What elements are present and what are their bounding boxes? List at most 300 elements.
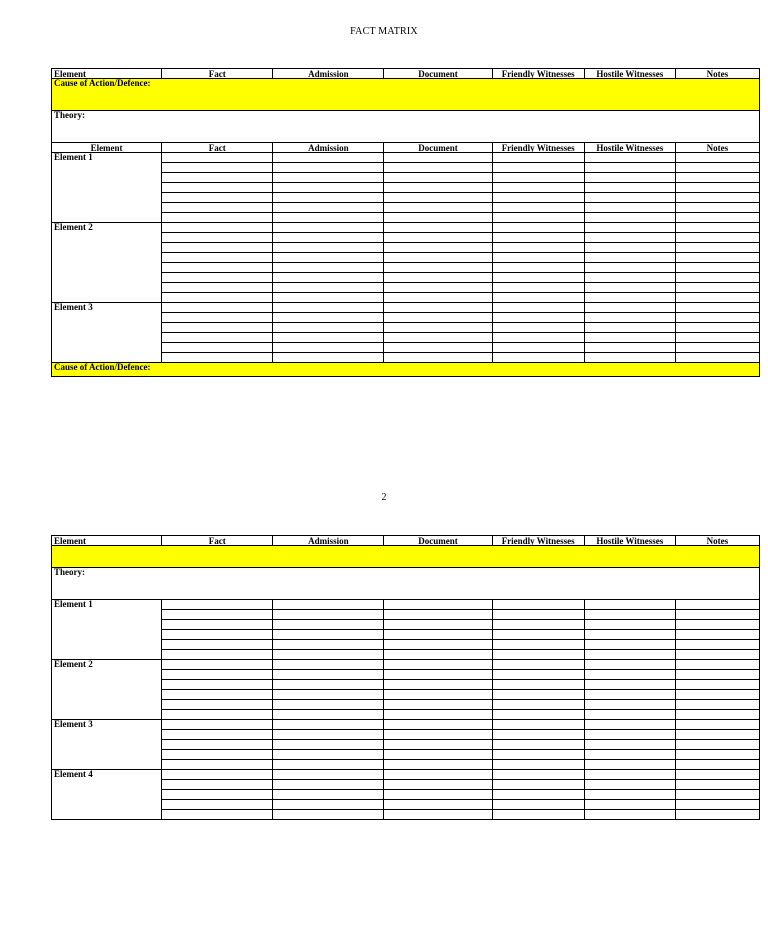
cell-hostile-witnesses[interactable] bbox=[584, 223, 675, 233]
cell-hostile-witnesses[interactable] bbox=[584, 710, 675, 720]
cell-friendly-witnesses[interactable] bbox=[492, 700, 584, 710]
cell-friendly-witnesses[interactable] bbox=[492, 213, 584, 223]
cell-friendly-witnesses[interactable] bbox=[492, 153, 584, 163]
cell-document[interactable] bbox=[384, 173, 492, 183]
cell-fact[interactable] bbox=[162, 183, 273, 193]
cell-notes[interactable] bbox=[675, 620, 759, 630]
cell-admission[interactable] bbox=[273, 650, 384, 660]
cell-fact[interactable] bbox=[162, 790, 273, 800]
cell-friendly-witnesses[interactable] bbox=[492, 353, 584, 363]
cell-hostile-witnesses[interactable] bbox=[584, 770, 675, 780]
cell-fact[interactable] bbox=[162, 690, 273, 700]
cell-hostile-witnesses[interactable] bbox=[584, 800, 675, 810]
cell-document[interactable] bbox=[384, 770, 492, 780]
cell-document[interactable] bbox=[384, 263, 492, 273]
cell-document[interactable] bbox=[384, 780, 492, 790]
cell-admission[interactable] bbox=[273, 750, 384, 760]
cell-hostile-witnesses[interactable] bbox=[584, 313, 675, 323]
cell-fact[interactable] bbox=[162, 173, 273, 183]
element-label: Element 2 bbox=[52, 660, 162, 720]
cell-document[interactable] bbox=[384, 800, 492, 810]
cell-document[interactable] bbox=[384, 313, 492, 323]
table-row bbox=[52, 660, 760, 670]
table-row bbox=[52, 223, 760, 233]
cell-document[interactable] bbox=[384, 760, 492, 770]
header-document: Document bbox=[384, 536, 492, 546]
cell-admission[interactable] bbox=[273, 233, 384, 243]
cell-friendly-witnesses[interactable] bbox=[492, 680, 584, 690]
table-row bbox=[52, 720, 760, 730]
element-label: Element 3 bbox=[52, 303, 162, 363]
cell-document[interactable] bbox=[384, 730, 492, 740]
header-hostile-witnesses: Hostile Witnesses bbox=[584, 69, 675, 79]
header-fact: Fact bbox=[162, 143, 273, 153]
header-admission: Admission bbox=[273, 536, 384, 546]
cell-document[interactable] bbox=[384, 273, 492, 283]
cell-notes[interactable] bbox=[675, 343, 759, 353]
cell-friendly-witnesses[interactable] bbox=[492, 810, 584, 820]
cell-fact[interactable] bbox=[162, 800, 273, 810]
cell-document[interactable] bbox=[384, 680, 492, 690]
cell-fact[interactable] bbox=[162, 153, 273, 163]
cell-fact[interactable] bbox=[162, 650, 273, 660]
cell-friendly-witnesses[interactable] bbox=[492, 740, 584, 750]
cell-notes[interactable] bbox=[675, 253, 759, 263]
cell-notes[interactable] bbox=[675, 233, 759, 243]
cell-document[interactable] bbox=[384, 293, 492, 303]
cell-fact[interactable] bbox=[162, 750, 273, 760]
header-friendly-witnesses: Friendly Witnesses bbox=[492, 143, 584, 153]
cell-document[interactable] bbox=[384, 690, 492, 700]
cell-document[interactable] bbox=[384, 253, 492, 263]
cell-notes[interactable] bbox=[675, 680, 759, 690]
cell-hostile-witnesses[interactable] bbox=[584, 810, 675, 820]
cell-admission[interactable] bbox=[273, 740, 384, 750]
cell-hostile-witnesses[interactable] bbox=[584, 620, 675, 630]
cell-hostile-witnesses[interactable] bbox=[584, 253, 675, 263]
cell-friendly-witnesses[interactable] bbox=[492, 333, 584, 343]
cell-friendly-witnesses[interactable] bbox=[492, 650, 584, 660]
cell-hostile-witnesses[interactable] bbox=[584, 343, 675, 353]
cell-admission[interactable] bbox=[273, 343, 384, 353]
cell-admission[interactable] bbox=[273, 790, 384, 800]
cell-friendly-witnesses[interactable] bbox=[492, 263, 584, 273]
cell-admission[interactable] bbox=[273, 660, 384, 670]
cell-hostile-witnesses[interactable] bbox=[584, 193, 675, 203]
cell-notes[interactable] bbox=[675, 213, 759, 223]
element-rows bbox=[52, 600, 760, 820]
cell-fact[interactable] bbox=[162, 630, 273, 640]
cell-document[interactable] bbox=[384, 790, 492, 800]
cell-admission[interactable] bbox=[273, 183, 384, 193]
cell-admission[interactable] bbox=[273, 323, 384, 333]
cell-hostile-witnesses[interactable] bbox=[584, 213, 675, 223]
header-hostile-witnesses: Hostile Witnesses bbox=[584, 143, 675, 153]
cell-document[interactable] bbox=[384, 620, 492, 630]
cell-admission[interactable] bbox=[273, 223, 384, 233]
header-row bbox=[52, 69, 760, 79]
cell-notes[interactable] bbox=[675, 153, 759, 163]
cell-hostile-witnesses[interactable] bbox=[584, 353, 675, 363]
cell-friendly-witnesses[interactable] bbox=[492, 690, 584, 700]
cell-fact[interactable] bbox=[162, 233, 273, 243]
cell-document[interactable] bbox=[384, 650, 492, 660]
cell-notes[interactable] bbox=[675, 780, 759, 790]
cell-notes[interactable] bbox=[675, 650, 759, 660]
cell-fact[interactable] bbox=[162, 810, 273, 820]
cell-friendly-witnesses[interactable] bbox=[492, 223, 584, 233]
header-element: Element bbox=[52, 143, 162, 153]
cell-friendly-witnesses[interactable] bbox=[492, 790, 584, 800]
cell-notes[interactable] bbox=[675, 163, 759, 173]
cell-hostile-witnesses[interactable] bbox=[584, 333, 675, 343]
cell-fact[interactable] bbox=[162, 780, 273, 790]
cell-hostile-witnesses[interactable] bbox=[584, 640, 675, 650]
cell-hostile-witnesses[interactable] bbox=[584, 273, 675, 283]
cell-document[interactable] bbox=[384, 710, 492, 720]
cell-admission[interactable] bbox=[273, 293, 384, 303]
cell-hostile-witnesses[interactable] bbox=[584, 203, 675, 213]
table-row bbox=[52, 770, 760, 780]
cell-friendly-witnesses[interactable] bbox=[492, 323, 584, 333]
cell-notes[interactable] bbox=[675, 293, 759, 303]
cell-admission[interactable] bbox=[273, 630, 384, 640]
cell-document[interactable] bbox=[384, 283, 492, 293]
cell-fact[interactable] bbox=[162, 323, 273, 333]
cell-fact[interactable] bbox=[162, 730, 273, 740]
cell-document[interactable] bbox=[384, 750, 492, 760]
cell-fact[interactable] bbox=[162, 760, 273, 770]
cell-hostile-witnesses[interactable] bbox=[584, 700, 675, 710]
cell-document[interactable] bbox=[384, 670, 492, 680]
cell-fact[interactable] bbox=[162, 700, 273, 710]
cell-document[interactable] bbox=[384, 223, 492, 233]
cell-notes[interactable] bbox=[675, 303, 759, 313]
cell-fact[interactable] bbox=[162, 680, 273, 690]
cell-admission[interactable] bbox=[273, 173, 384, 183]
cell-hostile-witnesses[interactable] bbox=[584, 263, 675, 273]
cell-admission[interactable] bbox=[273, 163, 384, 173]
cell-document[interactable] bbox=[384, 193, 492, 203]
cell-friendly-witnesses[interactable] bbox=[492, 710, 584, 720]
cell-document[interactable] bbox=[384, 640, 492, 650]
header-admission: Admission bbox=[273, 69, 384, 79]
element-label: Element 1 bbox=[52, 600, 162, 660]
cell-fact[interactable] bbox=[162, 223, 273, 233]
cell-friendly-witnesses[interactable] bbox=[492, 800, 584, 810]
cell-document[interactable] bbox=[384, 740, 492, 750]
cell-friendly-witnesses[interactable] bbox=[492, 760, 584, 770]
cell-fact[interactable] bbox=[162, 670, 273, 680]
header-element: Element bbox=[52, 69, 162, 79]
header-fact: Fact bbox=[162, 69, 273, 79]
cell-fact[interactable] bbox=[162, 243, 273, 253]
cell-admission[interactable] bbox=[273, 283, 384, 293]
element-label: Element 3 bbox=[52, 720, 162, 770]
cell-friendly-witnesses[interactable] bbox=[492, 203, 584, 213]
cell-friendly-witnesses[interactable] bbox=[492, 313, 584, 323]
cell-hostile-witnesses[interactable] bbox=[584, 283, 675, 293]
cell-friendly-witnesses[interactable] bbox=[492, 600, 584, 610]
cell-document[interactable] bbox=[384, 630, 492, 640]
cell-document[interactable] bbox=[384, 233, 492, 243]
cell-document[interactable] bbox=[384, 183, 492, 193]
cell-admission[interactable] bbox=[273, 353, 384, 363]
cell-admission[interactable] bbox=[273, 213, 384, 223]
cell-admission[interactable] bbox=[273, 770, 384, 780]
cell-admission[interactable] bbox=[273, 263, 384, 273]
cell-fact[interactable] bbox=[162, 203, 273, 213]
cell-friendly-witnesses[interactable] bbox=[492, 720, 584, 730]
cell-fact[interactable] bbox=[162, 283, 273, 293]
cell-notes[interactable] bbox=[675, 193, 759, 203]
cell-admission[interactable] bbox=[273, 710, 384, 720]
cell-admission[interactable] bbox=[273, 720, 384, 730]
cell-fact[interactable] bbox=[162, 313, 273, 323]
cell-notes[interactable] bbox=[675, 720, 759, 730]
header-notes: Notes bbox=[675, 536, 759, 546]
cell-document[interactable] bbox=[384, 660, 492, 670]
cell-admission[interactable] bbox=[273, 690, 384, 700]
table-row bbox=[52, 600, 760, 610]
cell-admission[interactable] bbox=[273, 253, 384, 263]
cell-hostile-witnesses[interactable] bbox=[584, 750, 675, 760]
cell-fact[interactable] bbox=[162, 333, 273, 343]
cell-hostile-witnesses[interactable] bbox=[584, 303, 675, 313]
cell-fact[interactable] bbox=[162, 273, 273, 283]
cause-of-action-footer-field[interactable]: Cause of Action/Defence: bbox=[52, 363, 760, 377]
cell-notes[interactable] bbox=[675, 353, 759, 363]
cause-of-action-field[interactable]: Cause of Action/Defence: bbox=[52, 79, 760, 111]
cell-fact[interactable] bbox=[162, 710, 273, 720]
element-label: Element 1 bbox=[52, 153, 162, 223]
cell-hostile-witnesses[interactable] bbox=[584, 610, 675, 620]
cell-document[interactable] bbox=[384, 153, 492, 163]
cell-notes[interactable] bbox=[675, 283, 759, 293]
cell-hostile-witnesses[interactable] bbox=[584, 630, 675, 640]
cell-hostile-witnesses[interactable] bbox=[584, 730, 675, 740]
cell-friendly-witnesses[interactable] bbox=[492, 750, 584, 760]
cell-hostile-witnesses[interactable] bbox=[584, 163, 675, 173]
cell-notes[interactable] bbox=[675, 630, 759, 640]
theory-field[interactable]: Theory: bbox=[52, 111, 760, 143]
cell-friendly-witnesses[interactable] bbox=[492, 163, 584, 173]
cell-notes[interactable] bbox=[675, 710, 759, 720]
fact-matrix-table-page1 bbox=[51, 68, 760, 377]
cell-document[interactable] bbox=[384, 203, 492, 213]
cell-notes[interactable] bbox=[675, 183, 759, 193]
cell-document[interactable] bbox=[384, 720, 492, 730]
cell-fact[interactable] bbox=[162, 213, 273, 223]
cell-admission[interactable] bbox=[273, 600, 384, 610]
cell-notes[interactable] bbox=[675, 730, 759, 740]
cell-friendly-witnesses[interactable] bbox=[492, 660, 584, 670]
cell-admission[interactable] bbox=[273, 800, 384, 810]
cell-friendly-witnesses[interactable] bbox=[492, 630, 584, 640]
cell-notes[interactable] bbox=[675, 333, 759, 343]
cell-hostile-witnesses[interactable] bbox=[584, 650, 675, 660]
cell-friendly-witnesses[interactable] bbox=[492, 670, 584, 680]
cell-fact[interactable] bbox=[162, 660, 273, 670]
cell-notes[interactable] bbox=[675, 690, 759, 700]
cell-notes[interactable] bbox=[675, 760, 759, 770]
cell-notes[interactable] bbox=[675, 203, 759, 213]
cell-document[interactable] bbox=[384, 323, 492, 333]
cell-friendly-witnesses[interactable] bbox=[492, 293, 584, 303]
header-fact: Fact bbox=[162, 536, 273, 546]
cell-document[interactable] bbox=[384, 213, 492, 223]
cell-friendly-witnesses[interactable] bbox=[492, 640, 584, 650]
cell-friendly-witnesses[interactable] bbox=[492, 620, 584, 630]
cell-notes[interactable] bbox=[675, 640, 759, 650]
cell-hostile-witnesses[interactable] bbox=[584, 790, 675, 800]
fact-matrix-table-page2 bbox=[51, 535, 760, 820]
cell-document[interactable] bbox=[384, 600, 492, 610]
element-rows bbox=[52, 153, 760, 363]
cell-friendly-witnesses[interactable] bbox=[492, 273, 584, 283]
cell-fact[interactable] bbox=[162, 620, 273, 630]
cell-friendly-witnesses[interactable] bbox=[492, 183, 584, 193]
cell-hostile-witnesses[interactable] bbox=[584, 153, 675, 163]
cell-document[interactable] bbox=[384, 333, 492, 343]
cell-notes[interactable] bbox=[675, 740, 759, 750]
cell-document[interactable] bbox=[384, 303, 492, 313]
element-label: Element 2 bbox=[52, 223, 162, 303]
cell-hostile-witnesses[interactable] bbox=[584, 670, 675, 680]
cell-admission[interactable] bbox=[273, 620, 384, 630]
cell-friendly-witnesses[interactable] bbox=[492, 253, 584, 263]
cell-friendly-witnesses[interactable] bbox=[492, 770, 584, 780]
cell-notes[interactable] bbox=[675, 223, 759, 233]
cell-hostile-witnesses[interactable] bbox=[584, 293, 675, 303]
header-friendly-witnesses: Friendly Witnesses bbox=[492, 69, 584, 79]
cell-fact[interactable] bbox=[162, 740, 273, 750]
cell-fact[interactable] bbox=[162, 303, 273, 313]
cell-admission[interactable] bbox=[273, 730, 384, 740]
element-label: Element 4 bbox=[52, 770, 162, 820]
cell-notes[interactable] bbox=[675, 700, 759, 710]
cell-hostile-witnesses[interactable] bbox=[584, 183, 675, 193]
cell-hostile-witnesses[interactable] bbox=[584, 690, 675, 700]
cause-of-action-field[interactable] bbox=[52, 546, 760, 568]
cell-admission[interactable] bbox=[273, 333, 384, 343]
cell-notes[interactable] bbox=[675, 263, 759, 273]
cell-fact[interactable] bbox=[162, 253, 273, 263]
cell-admission[interactable] bbox=[273, 243, 384, 253]
cell-admission[interactable] bbox=[273, 203, 384, 213]
cell-hostile-witnesses[interactable] bbox=[584, 173, 675, 183]
cell-document[interactable] bbox=[384, 700, 492, 710]
cell-notes[interactable] bbox=[675, 750, 759, 760]
cell-notes[interactable] bbox=[675, 670, 759, 680]
cell-fact[interactable] bbox=[162, 343, 273, 353]
cell-hostile-witnesses[interactable] bbox=[584, 660, 675, 670]
cell-friendly-witnesses[interactable] bbox=[492, 610, 584, 620]
cell-fact[interactable] bbox=[162, 193, 273, 203]
cell-friendly-witnesses[interactable] bbox=[492, 193, 584, 203]
cell-admission[interactable] bbox=[273, 680, 384, 690]
header-friendly-witnesses: Friendly Witnesses bbox=[492, 536, 584, 546]
cell-notes[interactable] bbox=[675, 273, 759, 283]
cell-admission[interactable] bbox=[273, 313, 384, 323]
theory-field[interactable]: Theory: bbox=[52, 568, 760, 600]
cell-notes[interactable] bbox=[675, 660, 759, 670]
header-notes: Notes bbox=[675, 69, 759, 79]
cell-document[interactable] bbox=[384, 353, 492, 363]
cell-fact[interactable] bbox=[162, 163, 273, 173]
cell-notes[interactable] bbox=[675, 600, 759, 610]
cell-fact[interactable] bbox=[162, 640, 273, 650]
cell-admission[interactable] bbox=[273, 780, 384, 790]
cell-hostile-witnesses[interactable] bbox=[584, 760, 675, 770]
cell-notes[interactable] bbox=[675, 173, 759, 183]
cell-fact[interactable] bbox=[162, 610, 273, 620]
cell-hostile-witnesses[interactable] bbox=[584, 600, 675, 610]
cell-admission[interactable] bbox=[273, 700, 384, 710]
cell-notes[interactable] bbox=[675, 610, 759, 620]
header-admission: Admission bbox=[273, 143, 384, 153]
cell-admission[interactable] bbox=[273, 193, 384, 203]
cell-friendly-witnesses[interactable] bbox=[492, 173, 584, 183]
cell-document[interactable] bbox=[384, 243, 492, 253]
cell-hostile-witnesses[interactable] bbox=[584, 243, 675, 253]
cell-document[interactable] bbox=[384, 610, 492, 620]
cell-admission[interactable] bbox=[273, 670, 384, 680]
cell-friendly-witnesses[interactable] bbox=[492, 283, 584, 293]
cell-hostile-witnesses[interactable] bbox=[584, 780, 675, 790]
cell-hostile-witnesses[interactable] bbox=[584, 233, 675, 243]
cell-friendly-witnesses[interactable] bbox=[492, 243, 584, 253]
cell-notes[interactable] bbox=[675, 243, 759, 253]
cell-admission[interactable] bbox=[273, 153, 384, 163]
header-notes: Notes bbox=[675, 143, 759, 153]
cell-notes[interactable] bbox=[675, 810, 759, 820]
cell-friendly-witnesses[interactable] bbox=[492, 233, 584, 243]
cell-hostile-witnesses[interactable] bbox=[584, 323, 675, 333]
cell-fact[interactable] bbox=[162, 770, 273, 780]
cell-notes[interactable] bbox=[675, 800, 759, 810]
cell-document[interactable] bbox=[384, 343, 492, 353]
cell-friendly-witnesses[interactable] bbox=[492, 343, 584, 353]
cell-friendly-witnesses[interactable] bbox=[492, 303, 584, 313]
cell-admission[interactable] bbox=[273, 760, 384, 770]
cell-hostile-witnesses[interactable] bbox=[584, 680, 675, 690]
cell-fact[interactable] bbox=[162, 600, 273, 610]
cell-admission[interactable] bbox=[273, 810, 384, 820]
cell-fact[interactable] bbox=[162, 353, 273, 363]
cell-admission[interactable] bbox=[273, 303, 384, 313]
cell-notes[interactable] bbox=[675, 790, 759, 800]
cell-admission[interactable] bbox=[273, 640, 384, 650]
cell-notes[interactable] bbox=[675, 313, 759, 323]
page-number: 2 bbox=[381, 492, 387, 503]
cell-friendly-witnesses[interactable] bbox=[492, 730, 584, 740]
cell-friendly-witnesses[interactable] bbox=[492, 780, 584, 790]
cell-admission[interactable] bbox=[273, 610, 384, 620]
cell-admission[interactable] bbox=[273, 273, 384, 283]
cell-document[interactable] bbox=[384, 163, 492, 173]
header-hostile-witnesses: Hostile Witnesses bbox=[584, 536, 675, 546]
cell-document[interactable] bbox=[384, 810, 492, 820]
header-document: Document bbox=[384, 143, 492, 153]
cell-fact[interactable] bbox=[162, 293, 273, 303]
cell-fact[interactable] bbox=[162, 263, 273, 273]
cell-notes[interactable] bbox=[675, 323, 759, 333]
cell-notes[interactable] bbox=[675, 770, 759, 780]
cell-fact[interactable] bbox=[162, 720, 273, 730]
cell-hostile-witnesses[interactable] bbox=[584, 720, 675, 730]
cell-hostile-witnesses[interactable] bbox=[584, 740, 675, 750]
